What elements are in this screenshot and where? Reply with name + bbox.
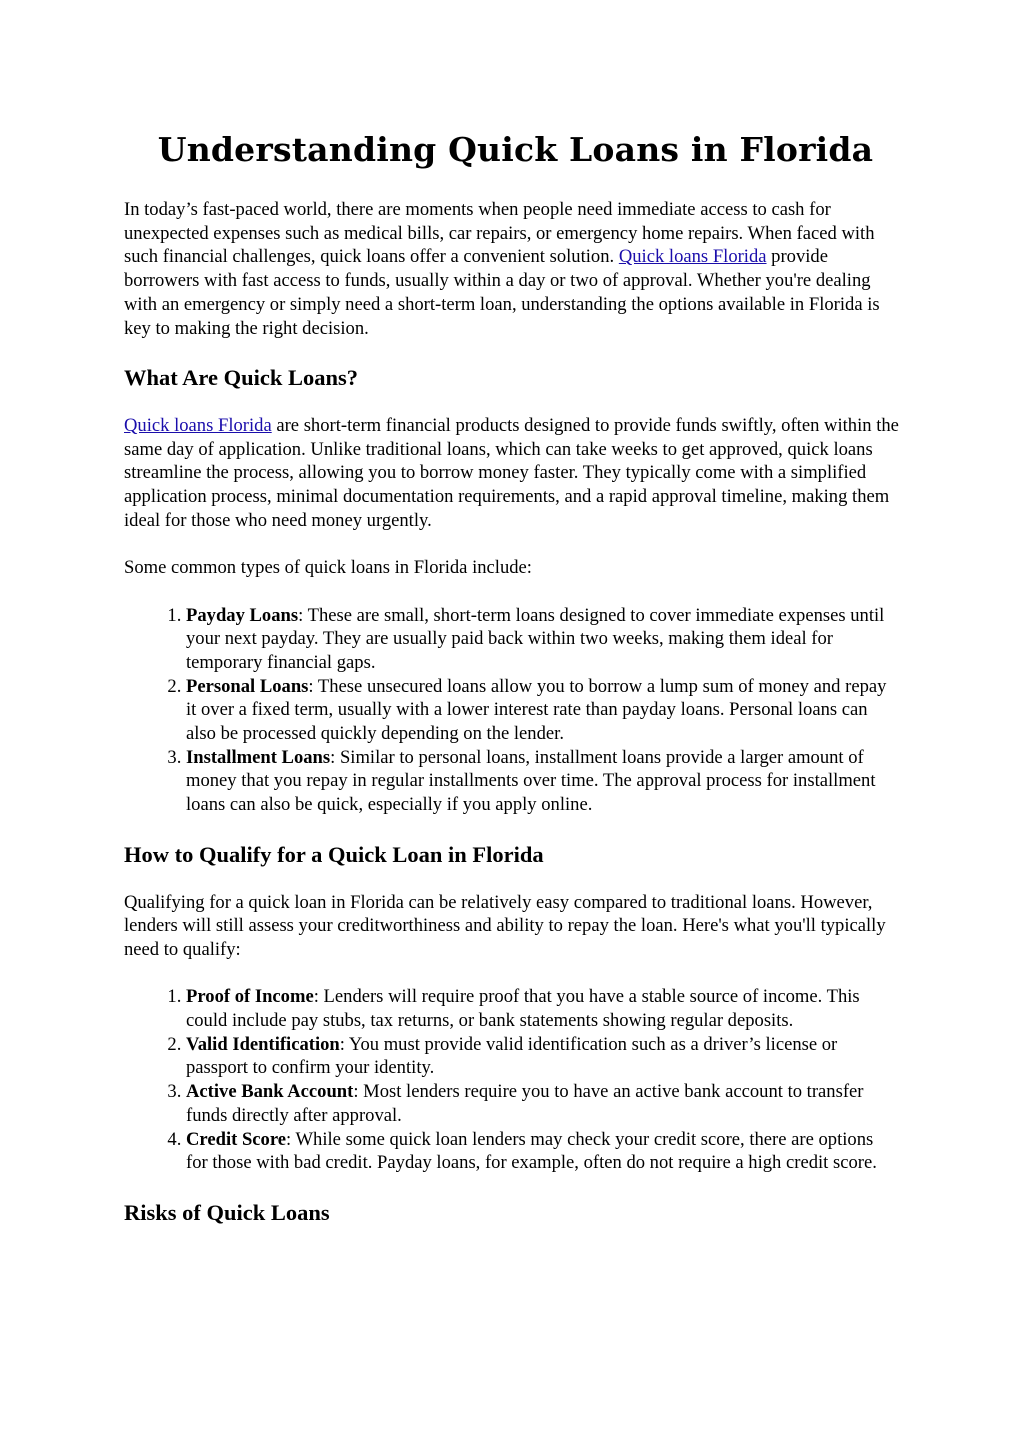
list-item-desc: : While some quick loan lenders may check your credit score, there are options for those with bad credit. Payday loans, for example, often do not require a high credit score. [186,1128,877,1174]
list-item-term: Active Bank Account [186,1081,354,1103]
list-item-desc: : Similar to personal loans, installment loans provide a larger amount of money that you repay in regular installments over time. The approval process for installment loans can also be quick, especially if you apply online. [186,746,876,816]
qualify-heading: How to Qualify for a Quick Loan in Florida [124,841,544,867]
list-item [186,675,899,746]
list-item-term: Valid Identification [186,1033,340,1055]
qualify-paragraph: Qualifying for a quick loan in Florida can be relatively easy compared to traditional loans. However, lenders will still assess your creditworthiness and ability to repay the loan. Here's what you'll typically need to qualify: [124,891,886,960]
list-item [186,1033,899,1080]
list-item-term: Personal Loans [186,675,309,697]
list-item-desc: : These are small, short-term loans designed to cover immediate expenses until your next payday. They are usually paid back within two weeks, making them ideal for temporary financial gaps. [186,604,885,673]
list-item-term: Proof of Income [186,986,314,1008]
list-item [186,1128,899,1175]
intro-text-before-link: In today’s fast-paced world, there are moments when people need immediate access to cash for unexpected expenses such as medical bills, car repairs, or emergency home repairs. When faced with such financial challenges, quick loans offer a convenient solution. [124,199,875,268]
risks-heading: Risks of Quick Loans [124,1199,330,1225]
intro-paragraph [124,198,899,340]
list-item-desc: : You must provide valid identification such as a driver’s license or passport to confirm your identity. [186,1033,838,1079]
list-item [186,1080,899,1127]
intro-text-after-link: provide borrowers with fast access to funds, usually within a day or two of approval. Whether you're dealing with an emergency or simply need a short-term loan, understanding the options available in Florida is key to making the right decision. [124,246,880,339]
list-item-desc: : Lenders will require proof that you have a stable source of income. This could include pay stubs, tax returns, or bank statements showing regular deposits. [186,986,860,1032]
what-are-text: are short-term financial products designed to provide funds swiftly, often within the same day of application. Unlike traditional loans, which can take weeks to get approved, quick loans streamline the process, allowing you to borrow money faster. They typically come with a simplified application process, minimal documentation requirements, and a rapid approval timeline, making them ideal for those who need money urgently. [124,414,899,531]
requirements-list [124,985,899,1175]
list-item-term: Payday Loans [186,604,299,626]
list-item [186,985,899,1032]
quick-loans-florida-link[interactable]: Quick loans Florida [618,246,767,268]
types-intro: Some common types of quick loans in Florida include: [124,557,532,579]
what-are-heading: What Are Quick Loans? [124,364,358,390]
list-item [186,746,899,817]
page-title: Understanding Quick Loans in Florida [157,130,874,169]
list-item-desc: : These unsecured loans allow you to borrow a lump sum of money and repay it over a fixed term, usually with a lower interest rate than payday loans. Personal loans can also be processed quickly depending on the lender. [186,675,887,745]
list-item [186,604,899,675]
list-item-term: Installment Loans [186,746,331,768]
loan-types-list [124,604,899,817]
list-item-term: Credit Score [186,1128,287,1150]
what-are-paragraph [124,414,899,533]
quick-loans-florida-link-2[interactable]: Quick loans Florida [124,414,272,436]
document-page [124,128,899,1249]
list-item-desc: : Most lenders require you to have an active bank account to transfer funds directly after approval. [186,1081,864,1126]
